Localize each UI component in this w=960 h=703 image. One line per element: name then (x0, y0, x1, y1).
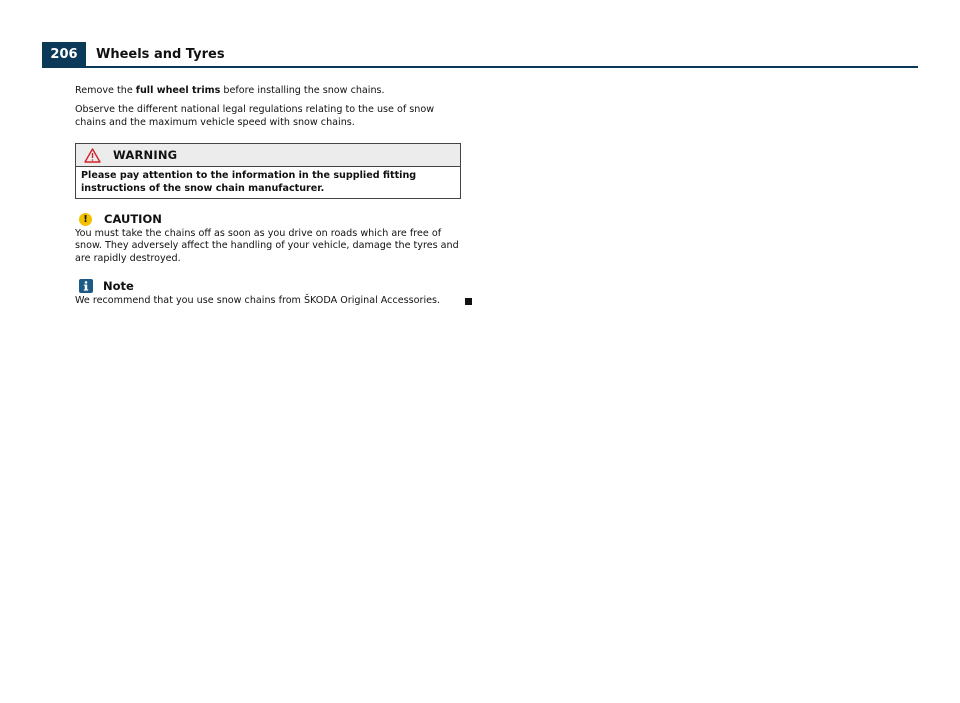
note-text: We recommend that you use snow chains from ŠKODA Original Accessories. (75, 295, 441, 307)
chapter-title: Wheels and Tyres (96, 47, 225, 62)
paragraph-text-before: Remove the (75, 85, 136, 96)
warning-triangle-icon (84, 148, 101, 163)
note-body (75, 295, 467, 307)
page-number: 206 (42, 42, 86, 68)
caution-title: CAUTION (104, 211, 162, 226)
bold-term: full wheel trims (135, 85, 221, 96)
caution-text: You must take the chains off as soon as you drive on roads which are free of snow. They adversely affect the handling of your vehicle, damage the tyres and are rapidly destroyed. (75, 228, 459, 264)
warning-box (75, 143, 461, 199)
info-icon (79, 279, 93, 293)
page-content (75, 85, 467, 308)
warning-header (76, 144, 460, 167)
page-header (42, 42, 918, 68)
warning-text: Please pay attention to the information in the supplied fitting instructions of the snow chain manufacturer. (81, 170, 417, 194)
paragraph-wheel-trims (75, 85, 467, 97)
note-title: Note (103, 279, 134, 294)
warning-title: WARNING (113, 148, 178, 163)
caution-header (75, 211, 467, 227)
caution-circle-icon: ! (79, 213, 92, 226)
section-end-square-icon (465, 298, 472, 305)
paragraph-text-after: before installing the snow chains. (220, 85, 385, 96)
note-header (75, 278, 467, 294)
paragraph-regulations: Observe the different national legal regulations relating to the use of snow chains and the maximum vehicle speed with snow chains. (75, 104, 435, 128)
